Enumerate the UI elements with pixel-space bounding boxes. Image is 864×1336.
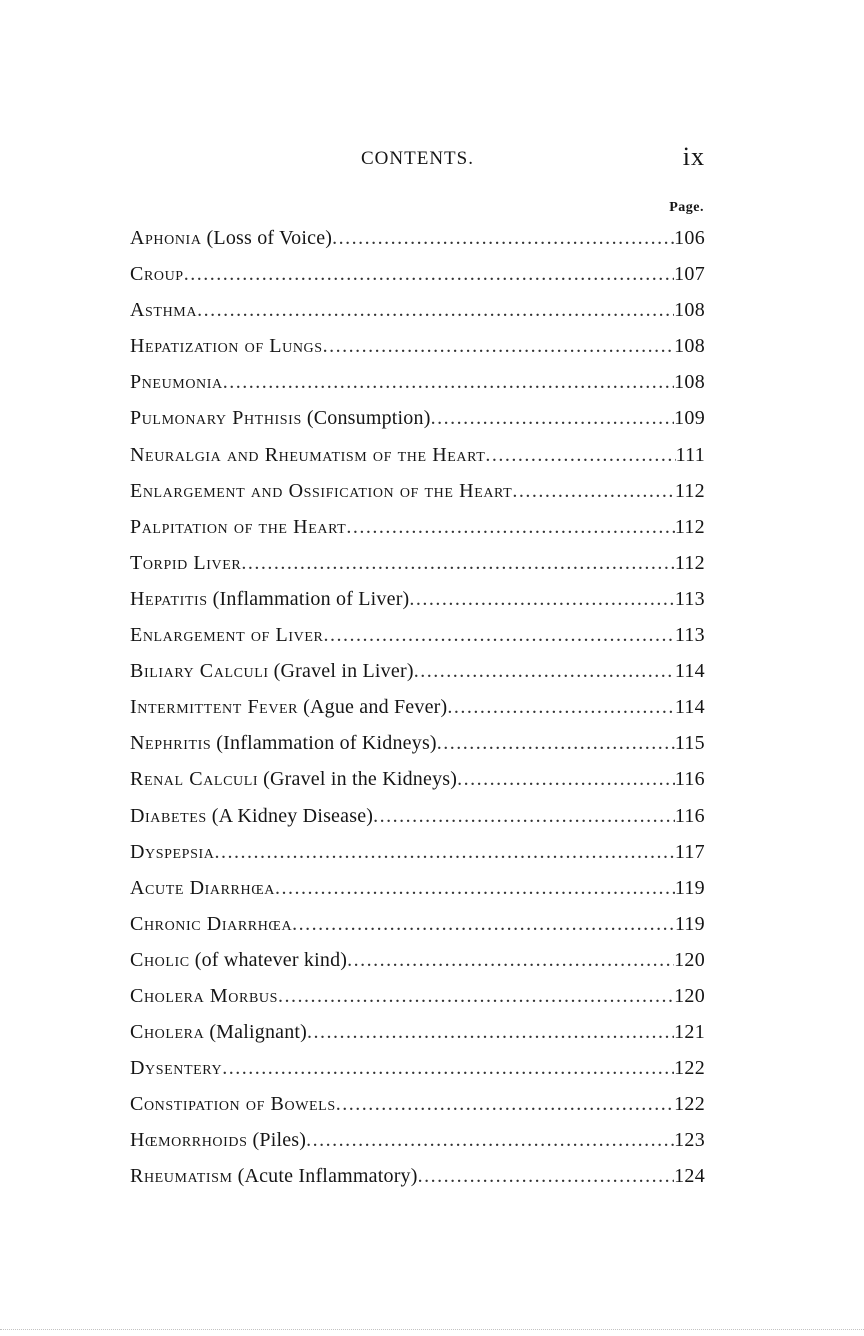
dot-leader <box>346 509 675 545</box>
toc-entry-title: Aphonia <box>130 227 202 249</box>
page-column-label: Page. <box>669 200 704 215</box>
toc-entry <box>130 942 705 978</box>
toc-entry-page: 109 <box>674 407 705 430</box>
toc-entry <box>130 545 705 581</box>
toc-entry <box>130 1086 705 1122</box>
toc-entry-page: 111 <box>675 443 705 466</box>
toc-entry-title: Dyspepsia <box>130 840 215 863</box>
dot-leader <box>418 1158 674 1194</box>
toc-entry-page: 122 <box>674 1057 705 1080</box>
toc-entry-title: Diabetes <box>130 804 207 827</box>
dot-leader <box>323 328 674 364</box>
toc-entry-description: (Gravel in Liver) <box>273 660 414 683</box>
toc-entry <box>130 906 705 942</box>
toc-entry-description: (Malignant) <box>209 1021 308 1044</box>
toc-entry-title: Cholera Morbus <box>130 984 278 1007</box>
dot-leader <box>197 292 674 328</box>
toc-entry-title-group <box>130 761 457 797</box>
toc-entry <box>130 1122 705 1158</box>
toc-entry <box>130 1050 705 1086</box>
toc-entry-title: Pneumonia <box>130 371 223 394</box>
toc-entry <box>130 581 705 617</box>
toc-entry-title-group <box>130 942 347 978</box>
toc-entry-page: 107 <box>674 263 705 286</box>
toc-entry-title: Hœmorrhoids <box>130 1129 248 1152</box>
toc-entry-page: 116 <box>674 768 705 791</box>
toc-entry-title: Acute Diarrhœa <box>130 876 275 899</box>
toc-entry-title-group <box>130 509 346 545</box>
dot-leader <box>431 400 675 436</box>
toc-entry-page: 123 <box>674 1129 705 1152</box>
toc-entry-title: Nephritis <box>130 732 212 755</box>
toc-entry-page: 121 <box>674 1021 705 1044</box>
toc-entry-title: Chronic Diarrhœa <box>130 912 293 935</box>
toc-entry-title: Constipation of Bowels <box>130 1093 336 1116</box>
toc-entry-description: (Piles) <box>252 1129 307 1152</box>
toc-entry-page: 120 <box>674 984 705 1007</box>
toc-entry-page: 119 <box>674 912 705 935</box>
toc-entry <box>130 364 705 400</box>
dot-leader <box>332 220 674 256</box>
toc-entry-page: 120 <box>674 948 705 971</box>
toc-entry-title-group <box>130 1050 222 1086</box>
toc-entry-title: Neuralgia and Rheumatism of the Heart <box>130 443 486 466</box>
toc-entry-page: 117 <box>674 840 705 863</box>
toc-entry-description: (Consumption) <box>306 407 431 430</box>
toc-entry-title: Torpid Liver <box>130 551 242 574</box>
toc-entry <box>130 978 705 1014</box>
dot-leader <box>414 653 675 689</box>
toc-entry-title-group <box>130 617 323 653</box>
toc-entry-title-group <box>130 725 437 761</box>
toc-entry <box>130 725 705 761</box>
toc-entry <box>130 256 705 292</box>
toc-entry <box>130 653 705 689</box>
dot-leader <box>222 1050 674 1086</box>
toc-entry-title: Croup <box>130 263 184 286</box>
dot-leader <box>336 1086 674 1122</box>
toc-entry-description: (Inflammation of Liver) <box>212 587 410 610</box>
dot-leader <box>275 870 675 906</box>
dot-leader <box>373 798 675 834</box>
toc-entry <box>130 1014 705 1050</box>
toc-entry-page: 108 <box>674 299 705 322</box>
toc-entry-title: Rheumatism <box>130 1165 233 1188</box>
toc-entry-title: Pulmonary Phthisis <box>130 407 302 430</box>
dot-leader <box>307 1014 674 1050</box>
toc-entry-description: (Ague and Fever) <box>303 696 448 719</box>
table-of-contents <box>130 220 705 1195</box>
dot-leader <box>278 978 674 1014</box>
toc-entry <box>130 220 705 256</box>
dot-leader <box>457 761 675 797</box>
toc-entry <box>130 292 705 328</box>
toc-entry-title-group <box>130 220 332 256</box>
dot-leader <box>184 256 674 292</box>
toc-entry-title: Palpitation of the Heart <box>130 515 347 538</box>
toc-entry-page: 114 <box>674 660 705 683</box>
toc-entry-description: (A Kidney Disease) <box>211 804 374 827</box>
toc-entry-description: (Loss of Voice) <box>206 227 333 249</box>
toc-entry-page: 113 <box>674 587 705 610</box>
toc-entry <box>130 761 705 797</box>
toc-entry-page: 115 <box>674 732 705 755</box>
toc-entry-title-group <box>130 1086 336 1122</box>
toc-entry-page: 108 <box>674 371 705 394</box>
toc-entry-page: 119 <box>674 876 705 899</box>
toc-entry-title: Enlargement and Ossification of the Heart <box>130 479 513 502</box>
toc-entry-title-group <box>130 581 409 617</box>
toc-entry-title: Hepatization of Lungs <box>130 335 323 358</box>
toc-entry-title-group <box>130 1014 307 1050</box>
toc-entry <box>130 437 705 473</box>
dot-leader <box>214 834 674 870</box>
toc-entry <box>130 870 705 906</box>
toc-entry-page: 122 <box>674 1093 705 1116</box>
dot-leader <box>512 473 675 509</box>
toc-entry-title-group <box>130 1122 306 1158</box>
toc-entry-title: Hepatitis <box>130 587 208 610</box>
toc-entry-title-group <box>130 473 512 509</box>
toc-entry <box>130 798 705 834</box>
toc-entry-description: (Gravel in the Kidneys) <box>263 768 458 791</box>
toc-entry-title: Biliary Calculi <box>130 660 269 683</box>
toc-entry-page: 124 <box>674 1165 705 1188</box>
toc-entry <box>130 834 705 870</box>
toc-entry-title-group <box>130 256 184 292</box>
toc-entry-title-group <box>130 1158 418 1194</box>
toc-entry-title: Enlargement of Liver <box>130 624 324 647</box>
toc-entry-title-group <box>130 364 223 400</box>
dot-leader <box>306 1122 674 1158</box>
dot-leader <box>323 617 674 653</box>
toc-entry <box>130 400 705 436</box>
toc-entry-title-group <box>130 328 323 364</box>
toc-entry <box>130 689 705 725</box>
page-number: ix <box>682 142 705 171</box>
toc-entry <box>130 617 705 653</box>
toc-entry-page: 112 <box>674 479 705 502</box>
toc-entry <box>130 1158 705 1194</box>
toc-entry-description: (of whatever kind) <box>194 948 348 971</box>
dot-leader <box>409 581 674 617</box>
page-header <box>130 142 705 182</box>
toc-entry <box>130 509 705 545</box>
toc-entry-title-group <box>130 689 447 725</box>
toc-entry-title: Intermittent Fever <box>130 696 299 719</box>
dot-leader <box>223 364 674 400</box>
toc-entry-title: Asthma <box>130 299 198 322</box>
toc-entry-page: 114 <box>674 696 705 719</box>
toc-entry-title-group <box>130 834 214 870</box>
running-title: CONTENTS. <box>361 148 474 169</box>
toc-entry-title-group <box>130 978 278 1014</box>
dot-leader <box>241 545 675 581</box>
dot-leader <box>437 725 675 761</box>
toc-entry <box>130 328 705 364</box>
toc-entry-title-group <box>130 400 431 436</box>
dot-leader <box>447 689 674 725</box>
toc-entry-title: Cholic <box>130 948 190 971</box>
toc-entry-page: 112 <box>674 551 705 574</box>
toc-entry-title-group <box>130 870 275 906</box>
toc-entry-title-group <box>130 545 241 581</box>
toc-entry-title: Cholera <box>130 1021 205 1044</box>
toc-entry-description: (Inflammation of Kidneys) <box>216 732 437 755</box>
toc-entry-title-group <box>130 906 292 942</box>
toc-entry-title: Renal Calculi <box>130 768 259 791</box>
dot-leader <box>292 906 675 942</box>
toc-entry-page: 108 <box>674 335 705 358</box>
page-bottom-edge <box>0 1327 864 1330</box>
toc-entry-page: 113 <box>674 624 705 647</box>
toc-entry-title-group <box>130 437 485 473</box>
toc-entry-page: 106 <box>674 227 705 249</box>
toc-entry-title-group <box>130 798 373 834</box>
dot-leader <box>347 942 674 978</box>
toc-entry-title-group <box>130 653 414 689</box>
toc-entry-page: 116 <box>674 804 705 827</box>
toc-entry-title: Dysentery <box>130 1057 223 1080</box>
dot-leader <box>485 437 675 473</box>
toc-entry <box>130 473 705 509</box>
toc-entry-title-group <box>130 292 197 328</box>
toc-entry-description: (Acute Inflammatory) <box>237 1165 418 1188</box>
toc-entry-page: 112 <box>674 515 705 538</box>
